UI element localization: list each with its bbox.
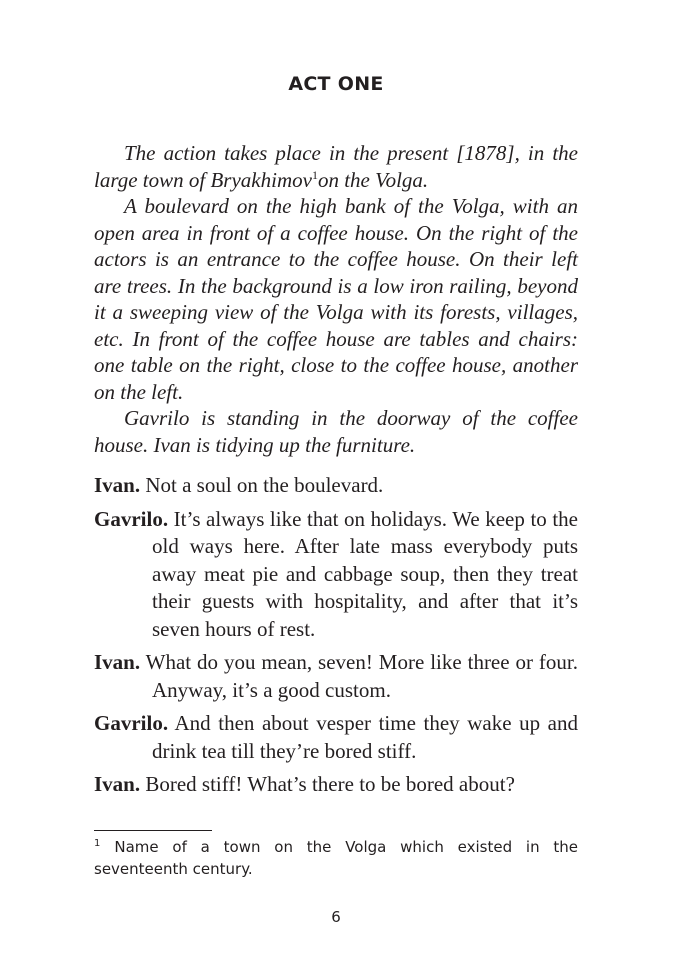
dialogue-line	[94, 710, 578, 765]
footnote-reference: 1	[311, 167, 318, 182]
speech-text: It’s always like that on holidays. We keep to the old ways here. After late mass everybody puts away meat pie and cabbage soup, then they treat their guests with hospitality, and after that it’s seven hours of rest.	[152, 506, 578, 641]
act-heading: ACT ONE	[288, 73, 384, 95]
speaker-name: Gavrilo.	[94, 506, 169, 531]
dialogue-line	[94, 506, 578, 644]
speech-text: Not a soul on the boulevard.	[145, 473, 384, 497]
speaker-name: Ivan.	[94, 772, 141, 796]
speaker-name: Ivan.	[94, 650, 141, 674]
dialogue-line	[94, 649, 578, 704]
document-page	[94, 0, 578, 970]
stage-direction-paragraph	[94, 140, 578, 193]
stage-direction-text: on the Volga.	[317, 167, 429, 192]
stage-direction-paragraph: Gavrilo is standing in the doorway of the coffee house. Ivan is tidying up the furniture.	[94, 406, 578, 457]
speaker-name: Gavrilo.	[94, 711, 169, 735]
footnote-divider	[94, 830, 212, 831]
dialogue-line	[94, 472, 578, 500]
footnote-mark: 1	[94, 838, 101, 849]
speech-text: And then about vesper time they wake up and drink tea till they’re bored stiff.	[152, 711, 579, 763]
speech-text: What do you mean, seven! More like three or four. Anyway, it’s a good custom.	[145, 650, 578, 702]
stage-directions	[94, 140, 578, 458]
stage-direction-text: The action takes place in the present [1878], in the large town of Bryakhimov	[94, 141, 578, 192]
page-number: 6	[331, 908, 341, 926]
footnote-text: Name of a town on the Volga which existed in the seventeenth century.	[94, 838, 578, 878]
dialogue-line	[94, 771, 578, 799]
speaker-name: Ivan.	[94, 473, 141, 497]
dialogue	[94, 472, 578, 805]
stage-direction-paragraph: A boulevard on the high bank of the Volga, with an open area in front of a coffee house. On the right of the actors is an entrance to the coffee house. On their left are trees. In the background is a low iron railing, beyond it a sweeping view of the Volga with its forests, villages, etc. In front of the coffee house are tables and chairs: one table on the right, close to the coffee house, another on the left.	[94, 194, 578, 404]
speech-text: Bored stiff! What’s there to be bored about?	[145, 772, 515, 796]
footnote	[94, 836, 578, 880]
